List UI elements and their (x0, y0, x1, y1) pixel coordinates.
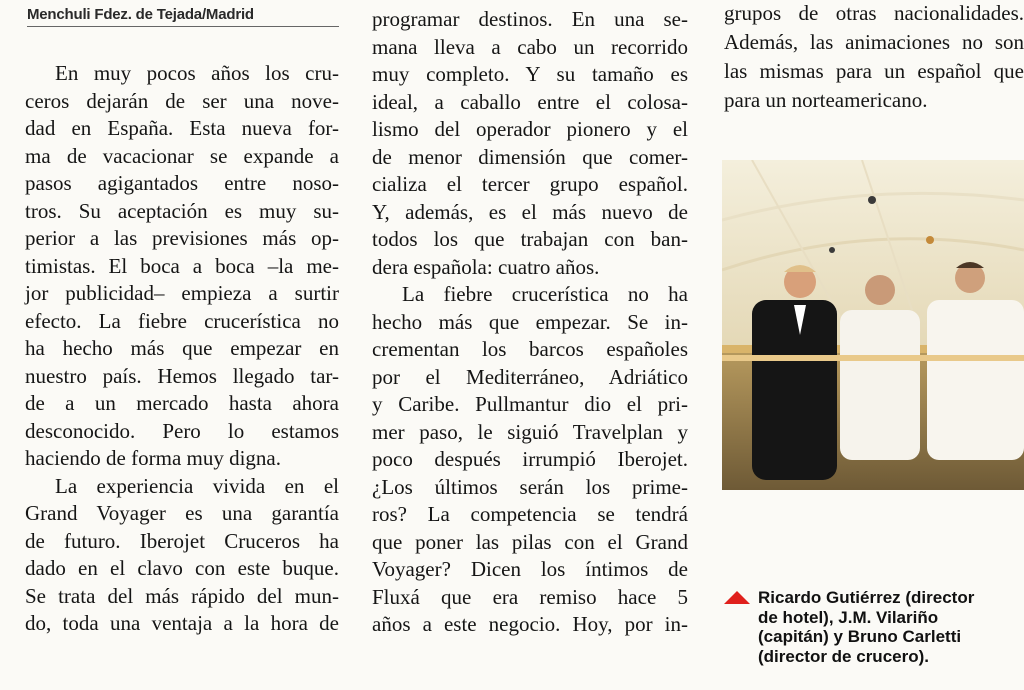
text-line: grupos de otras nacionalidades. (724, 1, 1024, 25)
article-column-2 (372, 6, 688, 639)
text-line: jor publicidad– empieza a surtir (25, 281, 339, 305)
text-line: que poner las pilas con el Grand (372, 529, 688, 554)
text-line: ideal, a caballo entre el colosa- (372, 89, 688, 114)
text-line: nuestro país. Hemos llegado tar- (25, 363, 339, 388)
text-line: desconocido. Pero lo estamos (25, 418, 339, 443)
caption-line: (director de crucero). (758, 646, 929, 666)
text-line: todos los que trabajan con ban- (372, 227, 688, 251)
text-line: do, toda una ventaja a la hora de (25, 611, 339, 635)
text-line: haciendo de forma muy digna. (25, 446, 281, 470)
caption-arrow-icon (724, 591, 750, 604)
article-column-1 (25, 60, 339, 638)
text-line: Además, las animaciones no son (724, 30, 1024, 54)
caption-line: (capitán) y Bruno Carletti (758, 627, 962, 646)
text-line: dad en España. Esta nueva for- (25, 116, 339, 140)
text-line: Se trata del más rápido del mun- (25, 583, 339, 608)
text-line: mana lleva a cabo un recorrido (372, 34, 688, 59)
photo-caption (722, 588, 1024, 678)
text-line: ma de vacacionar se expande a (25, 143, 339, 168)
text-line: En muy pocos años los cru- (55, 61, 339, 85)
text-line: ha hecho más que empezar en (25, 336, 339, 360)
text-line: hecho más que empezar. Se in- (372, 309, 688, 334)
article-column-3 (724, 0, 1024, 130)
text-line: y Caribe. Pullmantur dio el pri- (372, 392, 688, 416)
text-line: para un norteamericano. (724, 88, 928, 112)
text-line: ceros dejarán de ser una nove- (25, 88, 339, 113)
text-line: efecto. La fiebre crucerística no (25, 308, 339, 333)
crew-photo (722, 160, 1024, 490)
text-line: por el Mediterráneo, Adriático (372, 364, 688, 389)
text-line: Fluxá que era remiso hace 5 (372, 584, 688, 609)
text-line: años a este negocio. Hoy, por in- (372, 612, 688, 636)
text-line: cializa el tercer grupo español. (372, 172, 688, 196)
text-line: tros. Su aceptación es muy su- (25, 198, 339, 223)
text-line: ros? La competencia se tendrá (372, 502, 688, 526)
text-line: perior a las previsiones más op- (25, 226, 339, 250)
text-line: de futuro. Iberojet Cruceros ha (25, 528, 339, 553)
text-line: muy completo. Y su tamaño es (372, 62, 688, 86)
text-line: Grand Voyager es una garantía (25, 501, 339, 525)
crew-photo-illustration (722, 160, 1024, 490)
text-line: lismo del operador pionero y el (372, 117, 688, 141)
text-line: dera española: cuatro años. (372, 254, 600, 279)
byline: Menchuli Fdez. de Tejada/Madrid (27, 6, 339, 27)
text-line: Y, además, es el más nuevo de (372, 199, 688, 224)
text-line: crementan los barcos españoles (372, 337, 688, 361)
text-line: La experiencia vivida en el (55, 473, 339, 498)
text-line: timistas. El boca a boca –la me- (25, 253, 339, 278)
caption-line: Ricardo Gutiérrez (director (758, 588, 975, 607)
caption-line: de hotel), J.M. Vilariño (758, 607, 939, 627)
text-line: pasos agigantados entre noso- (25, 171, 339, 195)
text-line: ¿Los últimos serán los prime- (372, 474, 688, 499)
text-line: Voyager? Dicen los íntimos de (372, 557, 688, 581)
text-line: mer paso, le siguió Travelplan y (372, 419, 688, 444)
text-line: programar destinos. En una se- (372, 7, 688, 31)
text-line: La fiebre crucerística no ha (402, 282, 688, 306)
text-line: las mismas para un español que (724, 59, 1024, 83)
text-line: dado en el clavo con este buque. (25, 556, 339, 580)
text-line: de menor dimensión que comer- (372, 144, 688, 169)
text-line: de a un mercado hasta ahora (25, 391, 339, 415)
text-line: poco después irrumpió Iberojet. (372, 447, 688, 471)
